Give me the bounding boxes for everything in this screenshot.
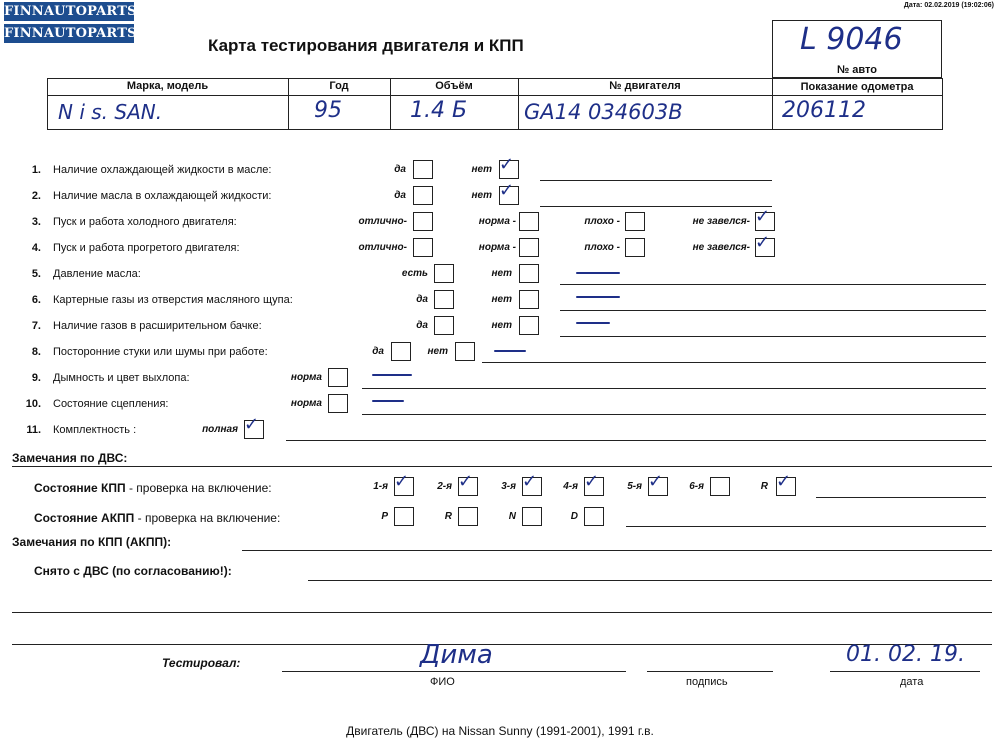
q8-no-checkbox[interactable]: [455, 342, 475, 361]
q6-notes-line: [560, 310, 986, 311]
akpp-d-checkbox[interactable]: [584, 507, 604, 526]
gear-r-label: R: [760, 481, 768, 492]
fio-label: ФИО: [430, 676, 455, 688]
check-icon: ✓: [648, 471, 664, 491]
q9-text: Дымность и цвет выхлопа:: [53, 372, 190, 384]
gear-2-checkbox[interactable]: [458, 471, 478, 496]
q6-handwritten-dash: [576, 296, 620, 298]
test-date-value: 01. 02. 19.: [846, 642, 965, 667]
q7-no-label: нет: [491, 320, 512, 331]
q2-notes-line: [540, 206, 772, 207]
gear-3-checkbox[interactable]: [522, 471, 542, 496]
tested-label: Тестировал:: [162, 656, 241, 670]
q1-no-label: нет: [471, 164, 492, 175]
akpp-r-label: R: [444, 511, 452, 522]
akpp-p-label: P: [381, 511, 388, 522]
q5-no-label: нет: [491, 268, 512, 279]
q7-handwritten-dash: [576, 322, 610, 324]
q9-notes-line: [362, 388, 986, 389]
q6-no-label: нет: [491, 294, 512, 305]
tester-name-value: Дима: [420, 640, 493, 670]
blank-line-2: [12, 644, 992, 645]
check-icon: ✓: [522, 471, 538, 491]
check-icon: ✓: [394, 471, 410, 491]
value-odometer: 206112: [782, 98, 866, 123]
q4-bad-label: плохо -: [584, 242, 620, 253]
q3-normal-label: норма -: [478, 216, 516, 227]
q8-notes-line: [482, 362, 986, 363]
q7-text: Наличие газов в расширительном бачке:: [53, 320, 262, 332]
q7-number: 7.: [31, 320, 41, 332]
q8-handwritten-dash: [494, 350, 526, 352]
q3-not-started-label: не завелся-: [692, 216, 750, 227]
q2-text: Наличие масла в охлаждающей жидкости:: [53, 190, 272, 202]
logo-top: FINNAUTOPARTS: [4, 4, 137, 19]
q4-text: Пуск и работа прогретого двигателя:: [53, 242, 240, 254]
check-icon: ✓: [499, 180, 515, 200]
gear-4-label: 4-я: [563, 481, 578, 492]
akpp-notes-line: [626, 526, 986, 527]
q1-notes-line: [540, 180, 772, 181]
q9-handwritten-dash: [372, 374, 412, 376]
q1-yes-checkbox[interactable]: [413, 160, 433, 179]
q3-bad-label: плохо -: [584, 216, 620, 227]
q7-no-checkbox[interactable]: [519, 316, 539, 335]
q6-text: Картерные газы из отверстия масляного щупа:: [53, 294, 293, 306]
akpp-state-label: [34, 511, 280, 525]
check-icon: ✓: [755, 232, 771, 252]
q3-normal-checkbox[interactable]: [519, 212, 539, 231]
auto-number-label: № авто: [836, 64, 877, 76]
kpp-state-rest: - проверка на включение:: [125, 481, 272, 495]
q2-yes-label: да: [394, 190, 406, 201]
q9-normal-checkbox[interactable]: [328, 368, 348, 387]
q2-yes-checkbox[interactable]: [413, 186, 433, 205]
q8-no-label: нет: [427, 346, 448, 357]
gear-1-checkbox[interactable]: [394, 471, 414, 496]
signature-label: подпись: [686, 676, 728, 688]
removed-line: [308, 580, 992, 581]
gear-5-checkbox[interactable]: [648, 471, 668, 496]
gear-4-checkbox[interactable]: [584, 471, 604, 496]
value-model: N i s. SAN.: [58, 100, 163, 124]
header-year: Год: [329, 80, 349, 92]
q3-bad-checkbox[interactable]: [625, 212, 645, 231]
q11-full-checkbox[interactable]: [244, 414, 264, 439]
q1-yes-label: да: [394, 164, 406, 175]
q7-notes-line: [560, 336, 986, 337]
q4-number: 4.: [31, 242, 41, 254]
header-volume: Объём: [435, 80, 473, 92]
q10-handwritten-dash: [372, 400, 404, 402]
q9-number: 9.: [31, 372, 41, 384]
q7-yes-checkbox[interactable]: [434, 316, 454, 335]
akpp-r-checkbox[interactable]: [458, 507, 478, 526]
kpp-remarks-line: [242, 550, 992, 551]
q5-text: Давление масла:: [53, 268, 141, 280]
q6-yes-label: да: [416, 294, 428, 305]
akpp-n-label: N: [508, 511, 516, 522]
q2-no-label: нет: [471, 190, 492, 201]
q5-present-label: есть: [401, 268, 428, 279]
q4-normal-checkbox[interactable]: [519, 238, 539, 257]
fio-line: [282, 671, 626, 672]
kpp-state-label: [34, 481, 272, 495]
q1-no-checkbox[interactable]: [499, 154, 519, 179]
check-icon: ✓: [499, 154, 515, 174]
gear-3-label: 3-я: [501, 481, 516, 492]
gear-6-label: 6-я: [689, 481, 704, 492]
date-stamp: Дата: 02.02.2019 (19:02:06): [903, 2, 994, 9]
page-title: Карта тестирования двигателя и КПП: [208, 36, 524, 55]
q8-yes-label: да: [372, 346, 384, 357]
q3-excellent-label: отлично-: [358, 216, 407, 227]
q3-excellent-checkbox[interactable]: [413, 212, 433, 231]
kpp-state-bold: Состояние КПП: [34, 481, 126, 495]
q8-number: 8.: [31, 346, 41, 358]
q4-excellent-label: отлично-: [358, 242, 407, 253]
image-caption: Двигатель (ДВС) на Nissan Sunny (1991-2001), 1991 г.в.: [346, 724, 654, 738]
q6-no-checkbox[interactable]: [519, 290, 539, 309]
signature-line: [647, 671, 773, 672]
q9-normal-label: норма: [290, 372, 322, 383]
q11-number: 11.: [26, 424, 41, 436]
gear-2-label: 2-я: [437, 481, 452, 492]
auto-number-value: L 9046: [800, 22, 903, 57]
kpp-remarks-label: Замечания по КПП (АКПП):: [12, 535, 172, 549]
kpp-notes-line: [816, 497, 986, 498]
akpp-d-label: D: [570, 511, 578, 522]
q6-yes-checkbox[interactable]: [434, 290, 454, 309]
q5-present-checkbox[interactable]: [434, 264, 454, 283]
q10-number: 10.: [25, 398, 41, 410]
header-model: Марка, модель: [126, 80, 209, 92]
header-odometer: Показание одометра: [800, 81, 914, 93]
q1-text: Наличие охлаждающей жидкости в масле:: [53, 164, 272, 176]
q5-number: 5.: [31, 268, 41, 280]
date-line: [830, 671, 980, 672]
q2-no-checkbox[interactable]: [499, 180, 519, 205]
check-icon: ✓: [755, 206, 771, 226]
q10-normal-label: норма: [290, 398, 322, 409]
akpp-n-checkbox[interactable]: [522, 507, 542, 526]
q10-notes-line: [362, 414, 986, 415]
check-icon: ✓: [458, 471, 474, 491]
q11-notes-line: [286, 440, 986, 441]
engine-remarks-label: Замечания по ДВС:: [12, 451, 128, 465]
q4-excellent-checkbox[interactable]: [413, 238, 433, 257]
akpp-state-rest: - проверка на включение:: [134, 511, 281, 525]
logo-bottom: FINNAUTOPARTS: [4, 26, 137, 41]
q1-number: 1.: [31, 164, 41, 176]
q4-normal-label: норма -: [478, 242, 516, 253]
q8-text: Посторонние стуки или шумы при работе:: [53, 346, 268, 358]
info-table-divider: [47, 95, 943, 96]
gear-5-label: 5-я: [627, 481, 642, 492]
q4-not-started-checkbox[interactable]: [755, 232, 775, 257]
value-year: 95: [314, 98, 342, 123]
q10-normal-checkbox[interactable]: [328, 394, 348, 413]
check-icon: ✓: [244, 414, 260, 434]
q3-number: 3.: [31, 216, 41, 228]
q3-text: Пуск и работа холодного двигателя:: [53, 216, 237, 228]
q10-text: Состояние сцепления:: [53, 398, 169, 410]
date-label: дата: [900, 676, 924, 688]
gear-6-checkbox[interactable]: [710, 477, 730, 496]
q4-not-started-label: не завелся-: [692, 242, 750, 253]
q3-not-started-checkbox[interactable]: [755, 206, 775, 231]
engine-remarks-line: [12, 466, 992, 467]
q6-number: 6.: [31, 294, 41, 306]
removed-label: Снято с ДВС (по согласованию!):: [34, 564, 232, 578]
blank-line-1: [12, 612, 992, 613]
akpp-p-checkbox[interactable]: [394, 507, 414, 526]
q5-handwritten-dash: [576, 272, 620, 274]
gear-1-label: 1-я: [373, 481, 388, 492]
value-engine-no: GA14 034603B: [524, 100, 683, 124]
q4-bad-checkbox[interactable]: [625, 238, 645, 257]
header-engine-no: № двигателя: [609, 80, 681, 92]
check-icon: ✓: [584, 471, 600, 491]
value-volume: 1.4 Б: [410, 98, 468, 123]
q11-full-label: полная: [202, 424, 238, 435]
akpp-state-bold: Состояние АКПП: [34, 511, 135, 525]
q5-notes-line: [560, 284, 986, 285]
q11-text: Комплектность :: [53, 424, 137, 436]
q7-yes-label: да: [416, 320, 428, 331]
gear-r-checkbox[interactable]: [776, 471, 796, 496]
check-icon: ✓: [776, 471, 792, 491]
q2-number: 2.: [31, 190, 41, 202]
q5-no-checkbox[interactable]: [519, 264, 539, 283]
